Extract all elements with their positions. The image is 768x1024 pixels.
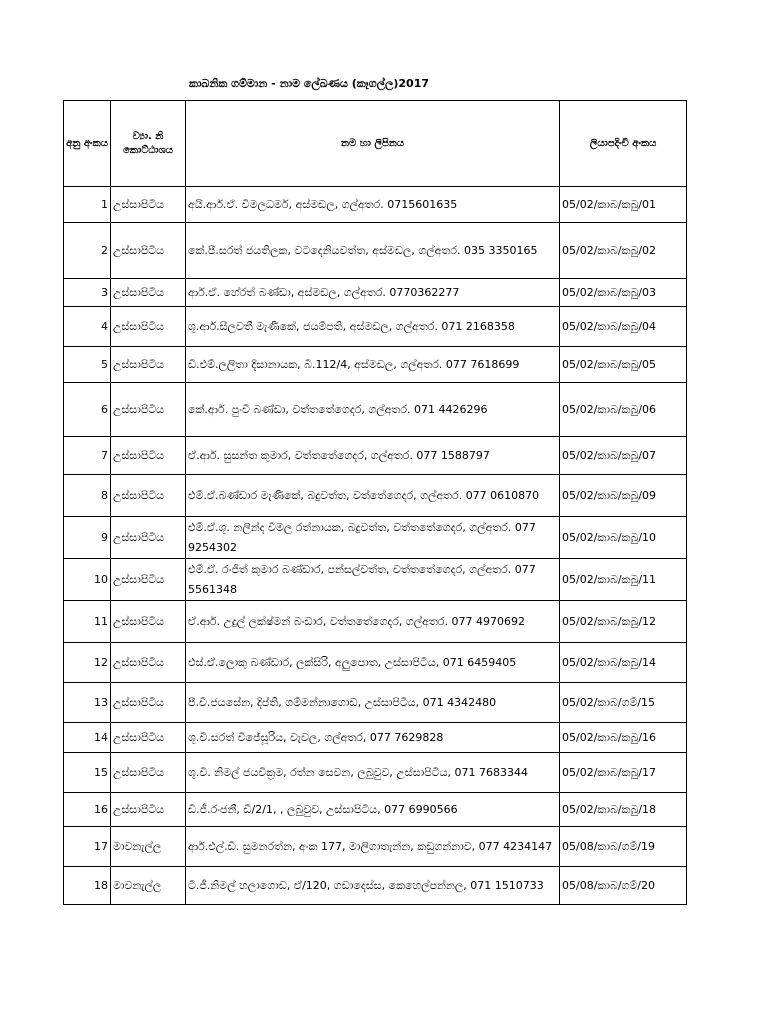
cell-division: උස්සාපිටිය: [111, 307, 186, 347]
farmer-register-table: [63, 100, 687, 905]
cell-registration-no: 05/02/කාබ/කබු/12: [560, 601, 687, 643]
cell-division: උස්සාපිටිය: [111, 517, 186, 559]
table-row: [64, 347, 687, 383]
cell-name-address: ඩී.ජී.රංජනී, ඩී/2/1, , ලබුවුව, උස්සාපිටිය, 077 6990566: [186, 793, 560, 827]
cell-serial-no: 2: [64, 223, 111, 279]
cell-division: උස්සාපිටිය: [111, 559, 186, 601]
table-row: [64, 793, 687, 827]
table-body: [64, 187, 687, 905]
cell-name-address: ඒ.ආර්. උදුල් ලක්ෂ්මන් බංඩාර, වත්තතේගෙදර, ගල්අතර. 077 4970692: [186, 601, 560, 643]
cell-registration-no: 05/02/කාබ/කබු/06: [560, 383, 687, 437]
cell-division: උස්සාපිටිය: [111, 437, 186, 475]
table-row: [64, 683, 687, 723]
cell-name-address: ටී.ජී.නිමල් හලාගොඩ, ඒ/120, ගඩාදෙස්ස, කෙහෙල්පන්නල, 071 1510733: [186, 867, 560, 905]
cell-division: උස්සාපිටිය: [111, 601, 186, 643]
cell-registration-no: 05/02/කාබ/කබු/02: [560, 223, 687, 279]
table-row: [64, 475, 687, 517]
cell-registration-no: 05/02/කාබ/කබු/03: [560, 279, 687, 307]
table-header-row: [64, 101, 687, 187]
cell-name-address: ශූ.වී. නිමල් ජයවික්‍රම, රත්න සෙවන, ලබුවුව, උස්සාපිටිය, 071 7683344: [186, 753, 560, 793]
header-division: ව්‍යා. නි කොට්ඨාශය: [111, 101, 186, 187]
cell-serial-no: 12: [64, 643, 111, 683]
cell-name-address: ඒ.ආර්. සුසන්ත කුමාර, වත්තතේගෙදර, ගල්අතර. 077 1588797: [186, 437, 560, 475]
cell-serial-no: 11: [64, 601, 111, 643]
cell-serial-no: 13: [64, 683, 111, 723]
cell-name-address: ශූ.ආර්.සීලවතී මැණිකේ, ජයම්පති, අස්මඩල, ගල්අතර. 071 2168358: [186, 307, 560, 347]
cell-registration-no: 05/02/කාබ/කබු/09: [560, 475, 687, 517]
cell-name-address: කේ.පී.සරත් ජයතිලක, වටදෙනියවත්ත, අස්මඩල, ගල්අතර. 035 3350165: [186, 223, 560, 279]
table-row: [64, 279, 687, 307]
document-title: කාබනික ගම්මාන - නාම ලේඛණය (කෑගල්ල)2017: [189, 77, 430, 90]
cell-division: උස්සාපිටිය: [111, 753, 186, 793]
table-row: [64, 723, 687, 753]
table-row: [64, 643, 687, 683]
cell-division: මාවනැල්ල: [111, 827, 186, 867]
cell-name-address: අයි.ආර්.ඒ. විමලධර්ම, අස්මඩල, ගල්අතර. 0715601635: [186, 187, 560, 223]
cell-serial-no: 1: [64, 187, 111, 223]
cell-registration-no: 05/08/කාබ/ගම්/20: [560, 867, 687, 905]
cell-name-address: කේ.ආර්. පුංචි බණ්ඩා, වත්තතේගෙදර, ගල්අතර. 071 4426296: [186, 383, 560, 437]
cell-name-address: එම්.ඒ.බණ්ඩාර මැණිකේ, බදුවත්ත, වත්තේගෙදර, ගල්අතර. 077 0610870: [186, 475, 560, 517]
cell-serial-no: 15: [64, 753, 111, 793]
cell-serial-no: 10: [64, 559, 111, 601]
cell-registration-no: 05/02/කාබ/කබු/11: [560, 559, 687, 601]
cell-division: උස්සාපිටිය: [111, 187, 186, 223]
cell-name-address: එස්.ඒ.ලොකු බණ්ඩාර, ලක්සිරි, අලුපොත, උස්සාපිටිය, 071 6459405: [186, 643, 560, 683]
cell-registration-no: 05/02/කාබ/කබු/18: [560, 793, 687, 827]
cell-registration-no: 05/02/කාබ/කබු/01: [560, 187, 687, 223]
table-row: [64, 307, 687, 347]
table-row: [64, 827, 687, 867]
table-row: [64, 383, 687, 437]
cell-registration-no: 05/02/කාබ/ගම්/15: [560, 683, 687, 723]
cell-division: උස්සාපිටිය: [111, 383, 186, 437]
table-row: [64, 601, 687, 643]
cell-registration-no: 05/02/කාබ/කබු/10: [560, 517, 687, 559]
cell-name-address: එම්.ඒ. රංජිත් කුමාර බණ්ඩාර, පන්සල්වත්ත, වත්තතේගෙදර, ගල්අතර. 077 5561348: [186, 559, 560, 601]
cell-registration-no: 05/02/කාබ/කබු/17: [560, 753, 687, 793]
cell-serial-no: 9: [64, 517, 111, 559]
cell-division: උස්සාපිටිය: [111, 475, 186, 517]
cell-name-address: ශූ.වී.සරත් විජේසූරිය, වැවල, ගල්අතර, 077 7629828: [186, 723, 560, 753]
cell-serial-no: 5: [64, 347, 111, 383]
table-row: [64, 753, 687, 793]
table-row: [64, 437, 687, 475]
cell-serial-no: 16: [64, 793, 111, 827]
cell-division: උස්සාපිටිය: [111, 223, 186, 279]
cell-division: උස්සාපිටිය: [111, 793, 186, 827]
cell-name-address: පී.වී.ජයසේන, දිප්ති, ගම්මන්නාගොඩ, උස්සාපිටිය, 071 4342480: [186, 683, 560, 723]
cell-name-address: එම්.ඒ.ශූ. නලින්ද වීමල රත්නායක, බදුවත්ත, වත්තතේගෙදර, ගල්අතර. 077 9254302: [186, 517, 560, 559]
header-registration-no: ලියාපදිංචි අංකය: [560, 101, 687, 187]
table-row: [64, 187, 687, 223]
cell-registration-no: 05/02/කාබ/කබු/07: [560, 437, 687, 475]
cell-serial-no: 17: [64, 827, 111, 867]
header-serial-no: අනු අංකය: [64, 101, 111, 187]
cell-division: උස්සාපිටිය: [111, 723, 186, 753]
cell-serial-no: 6: [64, 383, 111, 437]
cell-serial-no: 7: [64, 437, 111, 475]
cell-registration-no: 05/08/කාබ/ගම්/19: [560, 827, 687, 867]
cell-division: උස්සාපිටිය: [111, 279, 186, 307]
table-row: [64, 867, 687, 905]
cell-serial-no: 18: [64, 867, 111, 905]
cell-registration-no: 05/02/කාබ/කබු/04: [560, 307, 687, 347]
cell-registration-no: 05/02/කාබ/කබු/16: [560, 723, 687, 753]
cell-serial-no: 8: [64, 475, 111, 517]
cell-division: උස්සාපිටිය: [111, 643, 186, 683]
cell-serial-no: 3: [64, 279, 111, 307]
table-row: [64, 517, 687, 559]
cell-serial-no: 14: [64, 723, 111, 753]
cell-name-address: ආර්.ඒ. හේරත් බණ්ඩා, අස්මඩල, ගල්අතර. 0770362277: [186, 279, 560, 307]
cell-division: උස්සාපිටිය: [111, 347, 186, 383]
cell-registration-no: 05/02/කාබ/කබු/05: [560, 347, 687, 383]
cell-registration-no: 05/02/කාබ/කබු/14: [560, 643, 687, 683]
table-row: [64, 223, 687, 279]
cell-serial-no: 4: [64, 307, 111, 347]
cell-division: මාවනැල්ල: [111, 867, 186, 905]
table-row: [64, 559, 687, 601]
cell-name-address: ආර්.එල්.ඩී. සුමනරත්න, අංක 177, මාලිගාතැන්න, කඩුගන්නාව, 077 4234147: [186, 827, 560, 867]
cell-division: උස්සාපිටිය: [111, 683, 186, 723]
header-name-address: නම හා ලිපිනය: [186, 101, 560, 187]
cell-name-address: ඩී.එම්.ලලිතා දිසානායක, බී.112/4, අස්මඩල, ගල්අතර. 077 7618699: [186, 347, 560, 383]
